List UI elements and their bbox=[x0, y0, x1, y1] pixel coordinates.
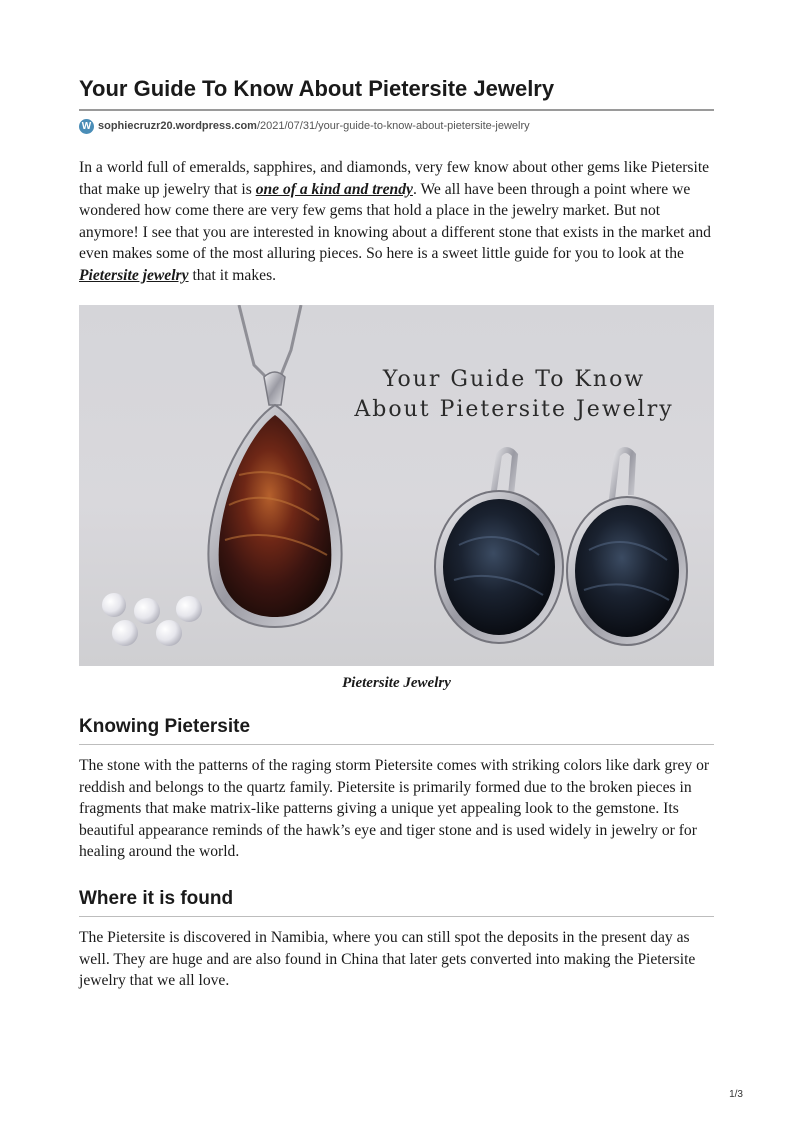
pearl bbox=[102, 593, 126, 617]
page-title: Your Guide To Know About Pietersite Jewelry bbox=[79, 76, 555, 101]
figure-title-line-2: About Pietersite Jewelry bbox=[354, 397, 674, 422]
source-url[interactable] bbox=[79, 117, 530, 135]
intro-text-1: In a world full of emeralds, sapphires, and diamonds, very few know about other gems like Pietersite that make up jewelry that is bbox=[79, 159, 710, 198]
figure-caption: Pietersite Jewelry bbox=[342, 675, 451, 691]
section-divider bbox=[79, 916, 714, 917]
source-path[interactable]: /2021/07/31/your-guide-to-know-about-pietersite-jewelry bbox=[256, 120, 530, 132]
title-divider bbox=[79, 109, 714, 111]
pearl bbox=[176, 596, 202, 622]
page-number: 1/3 bbox=[729, 1089, 743, 1100]
intro-paragraph bbox=[79, 157, 714, 287]
source-domain[interactable]: sophiecruzr20.wordpress.com bbox=[98, 120, 257, 132]
pietersite-jewelry-link[interactable]: Pietersite jewelry bbox=[79, 266, 189, 284]
intro-text-2: . We all have been through a point where we wondered how come there are very few gems that hold a place in the jewelry market. But not anymore! I see that you are interested in knowing about a different stone that exists in the market and even makes some of the most alluring pieces. So here is a sweet little guide for you to look at the bbox=[79, 180, 711, 263]
pendant-bail bbox=[264, 372, 285, 405]
jewelry-illustration bbox=[79, 305, 714, 666]
section-text-found: The Pietersite is discovered in Namibia, where you can still spot the deposits in the present day as well. They are huge and are also found in China that later gets converted into making the Pietersite jewelry that we all love. bbox=[79, 929, 696, 990]
section-divider bbox=[79, 744, 714, 745]
wordpress-icon: W bbox=[79, 119, 94, 134]
one-of-a-kind-link[interactable]: one of a kind and trendy bbox=[255, 180, 413, 198]
earring-stone-right bbox=[575, 505, 679, 637]
intro-text-3: that it makes. bbox=[188, 266, 277, 284]
hero-image bbox=[79, 305, 714, 666]
earring-stone-left bbox=[443, 499, 555, 635]
pearl bbox=[156, 620, 182, 646]
pearl bbox=[112, 620, 138, 646]
pearl bbox=[134, 598, 160, 624]
section-heading-knowing: Knowing Pietersite bbox=[79, 716, 251, 737]
section-text-knowing: The stone with the patterns of the raging storm Pietersite comes with striking colors like dark grey or reddish and belongs to the quartz family. Pietersite is primarily formed due to the broken pieces in fragments that make matrix-like patterns giving a unique yet appealing look to the gemstone. Its beautiful appearance reminds of the hawk’s eye and tiger stone and is used widely in jewelry or for healing around the world. bbox=[79, 757, 710, 861]
figure-title-line-1: Your Guide To Know bbox=[382, 367, 646, 392]
section-heading-found: Where it is found bbox=[79, 888, 234, 909]
chain bbox=[239, 305, 301, 380]
